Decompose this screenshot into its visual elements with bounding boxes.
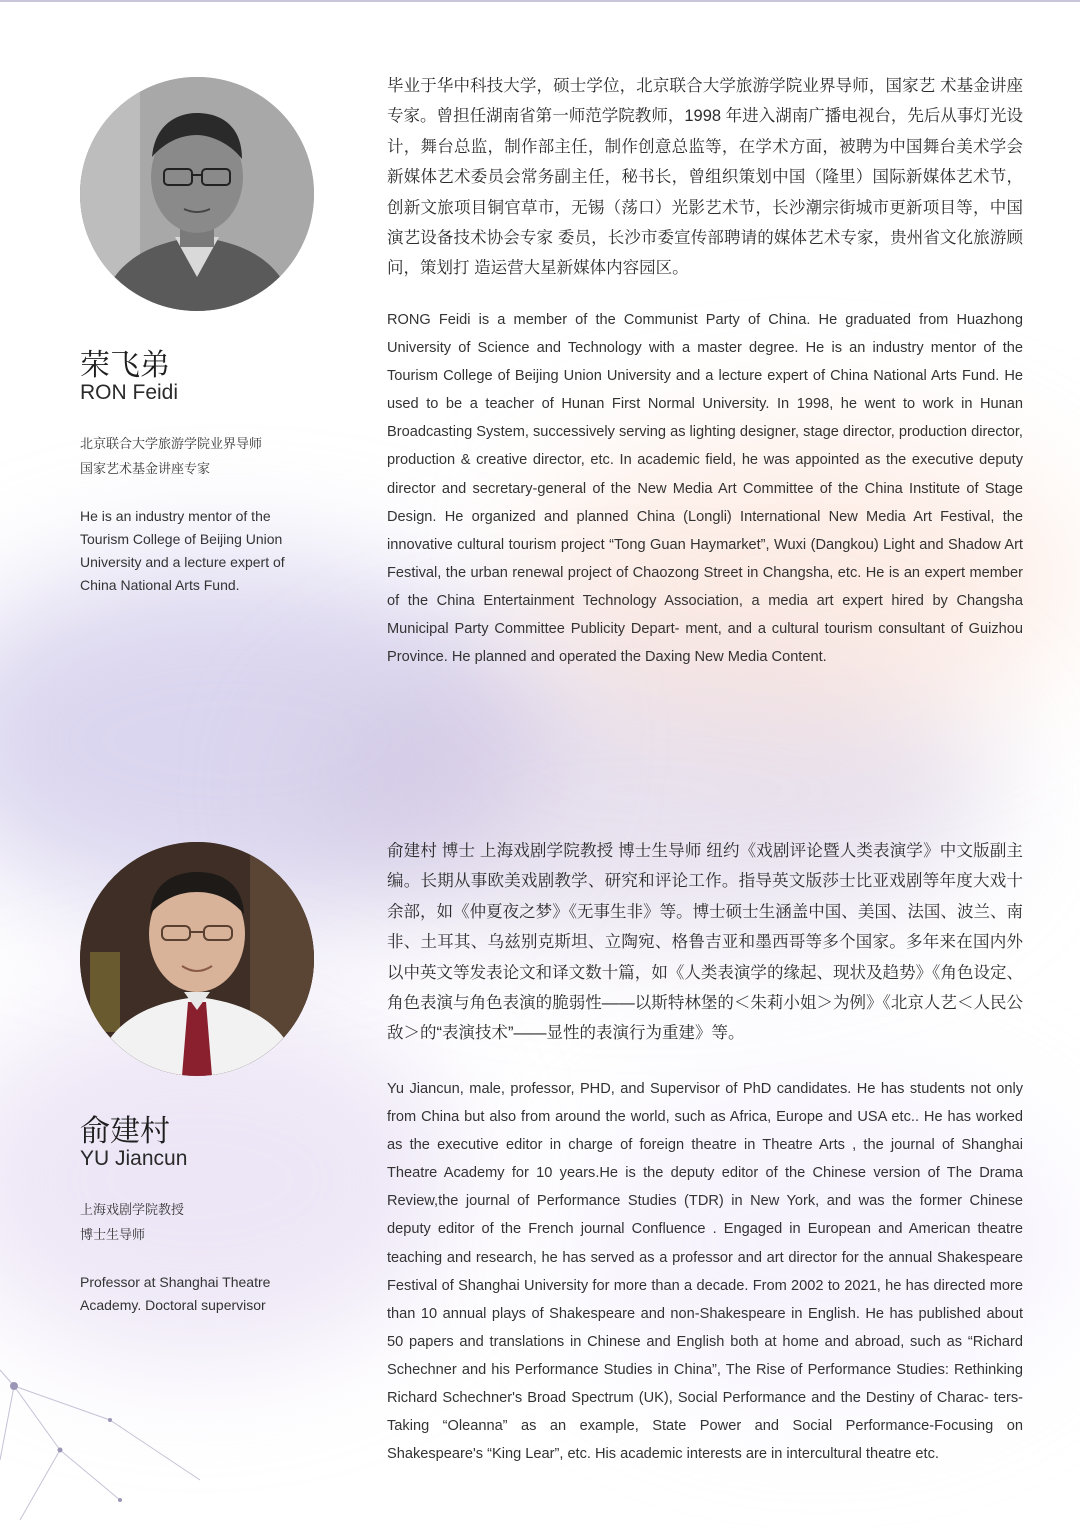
biography-en: Yu Jiancun, male, professor, PHD, and Supervisor of PhD candidates. He has students not only from China but also from around the world, such as Africa, Europe and USA etc.. He has worked as the executive editor in charge of foreign theatre in Theatre Arts , the journal of Shanghai Theatre Academy for 10 years.He is the deputy editor of the Chinese version of The Drama Review,the journal of Performance Studies (TDR) in New York, and was the former Chinese deputy editor of the French journal Confluence . Engaged in European and American theatre teaching and research, he has served as a professor and art director for the annual Shakespeare Festival of Shanghai University for more than a decade. From 2002 to 2021, he has directed more than 10 annual plays of Shakespeare and non-Shakespeare in English. He has published about 50 papers and translations in Chinese and English both at home and abroad, such as “Richard Schechner and his Performance Studies in China”, The Rise of Performance Studies: Rethinking Richard Schechner's Broad Spectrum (UK), Social Performance and the Destiny of Charac- ters-Taking “Oleanna” as an example, State Power and Social Performance-Focusing on Shakespeare's “King Lear”, etc. His academic interests are in intercultural theatre etc.: [387, 1081, 1023, 1463]
person-title-en: He is an industry mentor of the Tourism College of Beijing Union University and a lecture expert of China National Arts Fund.: [80, 508, 285, 593]
title-line: 博士生导师: [80, 1227, 146, 1242]
title-line: 上海戏剧学院教授: [80, 1202, 185, 1217]
biography-cn: 毕业于华中科技大学，硕士学位，北京联合大学旅游学院业界导师，国家艺 术基金讲座专家。曾担任湖南省第一师范学院教师，1998 年进入湖南广播电视台，先后从事灯光设计，舞台总监，制作部主任，制作创意总监等，在学术方面，被聘为中国舞台美术学会新媒体艺术委员会常务副主任，秘书长，曾组织策划中国（隆里）国际新媒体艺术节，创新文旅项目铜官草市，无锡（荡口）光影艺术节，长沙潮宗街城市更新项目等，中国演艺设备技术协会专家 委员，长沙市委宣传部聘请的媒体艺术专家，贵州省文化旅游顾问，策划打 造运营大星新媒体内容园区。: [387, 77, 1023, 278]
portrait-photo: [80, 842, 314, 1076]
person-title-cn: [80, 431, 262, 481]
person-title-cn: [80, 1197, 184, 1247]
network-decoration: [0, 1330, 260, 1527]
top-border-line: [0, 0, 1080, 2]
biography-cn: 俞建村 博士 上海戏剧学院教授 博士生导师 纽约《戏剧评论暨人类表演学》中文版副主编。长期从事欧美戏剧教学、研究和评论工作。指导英文版莎士比亚戏剧等年度大戏十余部，如《仲夏夜之梦》《无事生非》等。博士硕士生涵盖中国、美国、法国、波兰、南非、土耳其、乌兹别克斯坦、立陶宛、格鲁吉亚和墨西哥等多个国家。多年来在国内外以中英文等发表论文和译文数十篇，如《人类表演学的缘起、现状及趋势》《角色设定、角色表演与角色表演的脆弱性——以斯特林堡的＜朱莉小姐＞为例》《北京人艺＜人民公敌＞的“表演技术”——显性的表演行为重建》等。: [387, 842, 1023, 1043]
person-name-cn: 荣飞弟: [80, 349, 170, 382]
person-name-en: YU Jiancun: [80, 1147, 188, 1170]
person-name-en: RON Feidi: [80, 381, 179, 404]
portrait-image: [80, 842, 314, 1076]
person-name-cn: 俞建村: [80, 1115, 170, 1148]
person-title-en: Professor at Shanghai Theatre Academy. Doctoral supervisor: [80, 1274, 271, 1313]
portrait-photo: [80, 77, 314, 311]
portrait-image: [80, 77, 314, 311]
title-line: 北京联合大学旅游学院业界导师: [80, 436, 263, 451]
biography-en: RONG Feidi is a member of the Communist Party of China. He graduated from Huazhong University of Science and Technology with a master degree. He is an industry mentor of the Tourism College of Beijing Union University and a lecture expert of China National Arts Fund. He used to be a teacher of Hunan First Normal University. In 1998, he went to work in Hunan Broadcasting System, successively serving as lighting designer, stage director, production director, production & creative director, etc. In academic field, he was appointed as the executive deputy director and secretary-general of the New Media Art Committee of the China Institute of Stage Design. He organized and planned China (Longli) International New Media Art Festival, the innovative cultural tourism project “Tong Guan Haymarket”, Wuxi (Dangkou) Light and Shadow Art Festival, the urban renewal project of Chaozong Street in Changsha, etc. He is an expert member of the China Entertainment Technology Association, a media art expert hired by Changsha Municipal Party Committee Publicity Depart- ment, and a cultural tourism consultant of Guizhou Province. He planned and operated the Daxing New Media Content.: [387, 312, 1023, 666]
title-line: 国家艺术基金讲座专家: [80, 461, 211, 476]
